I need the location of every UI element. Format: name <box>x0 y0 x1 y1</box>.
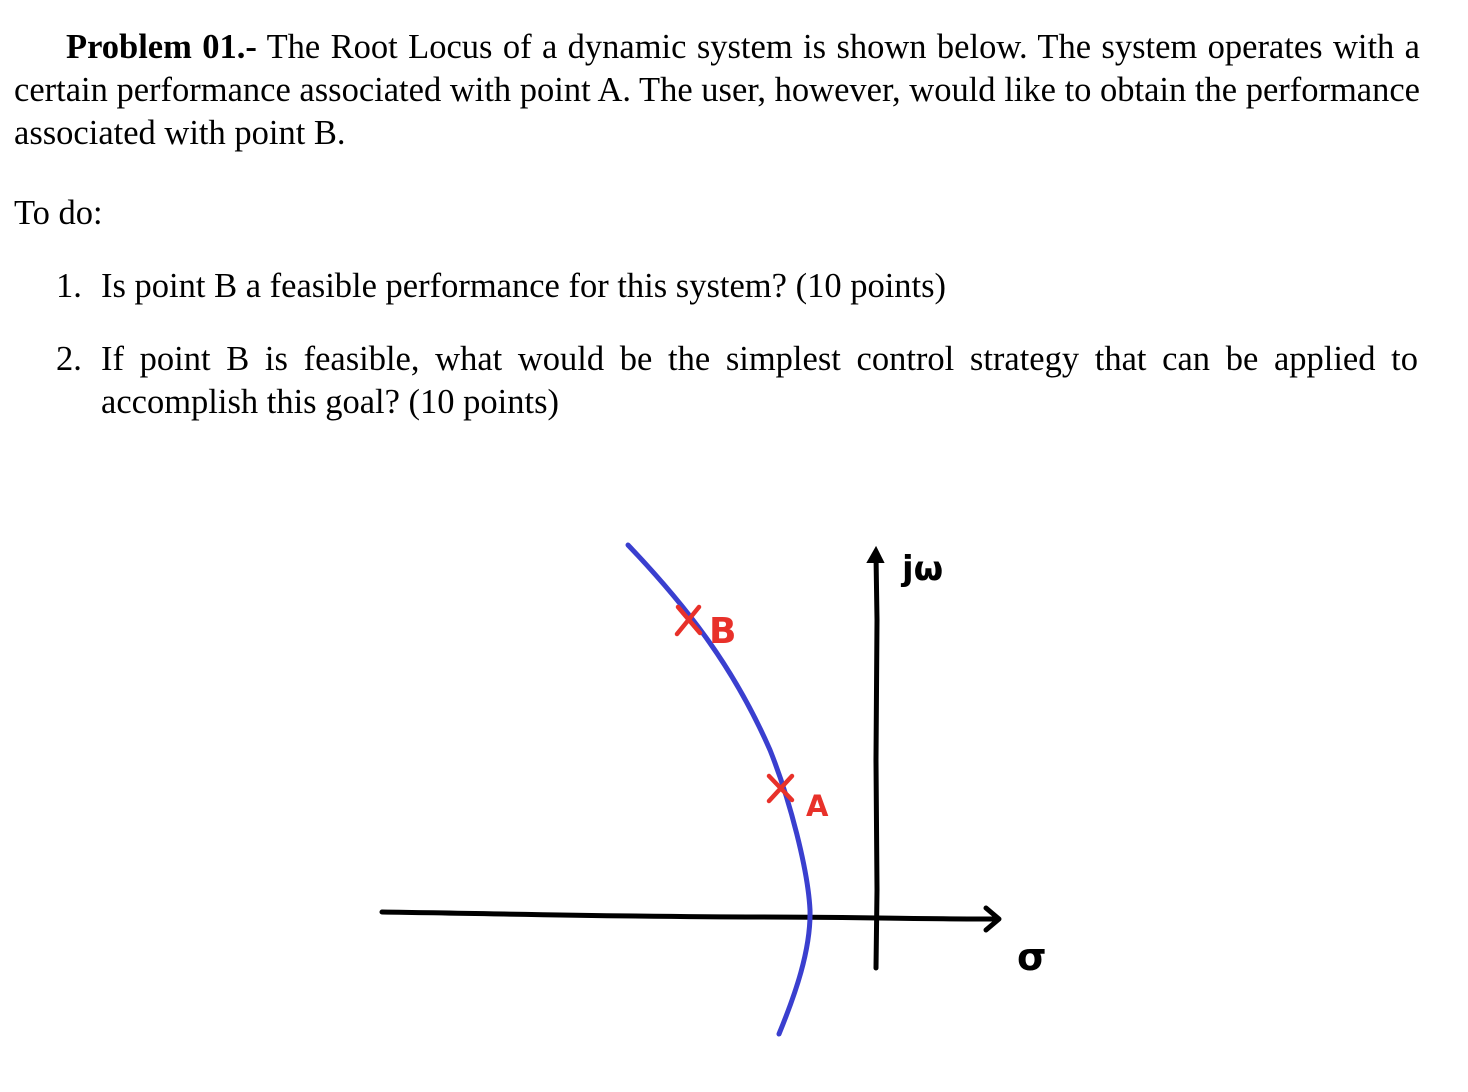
problem-text: The Root Locus of a dynamic system is shown below. The system operates with a certain performance associated with point A. The user, however, would like to obtain the performance associated with point B. <box>14 28 1420 152</box>
point-b-label: B <box>709 611 737 652</box>
real-axis <box>382 912 993 919</box>
imaginary-axis <box>876 555 877 968</box>
todo-item-text: If point B is feasible, what would be the simplest control strategy that can be applied to accomplish this goal? (10 points) <box>101 340 1418 421</box>
problem-heading: Problem 01.- <box>66 28 257 66</box>
todo-label: To do: <box>14 194 103 232</box>
todo-item-text: Is point B a feasible performance for this system? (10 points) <box>101 267 947 305</box>
imag-axis-label: jω <box>902 549 944 589</box>
todo-item-number: 2. <box>56 340 82 378</box>
real-axis-label: σ <box>1017 935 1047 979</box>
todo-item-number: 1. <box>56 267 82 305</box>
imaginary-axis-arrowhead <box>868 548 883 562</box>
point-a-label: A <box>806 789 829 823</box>
